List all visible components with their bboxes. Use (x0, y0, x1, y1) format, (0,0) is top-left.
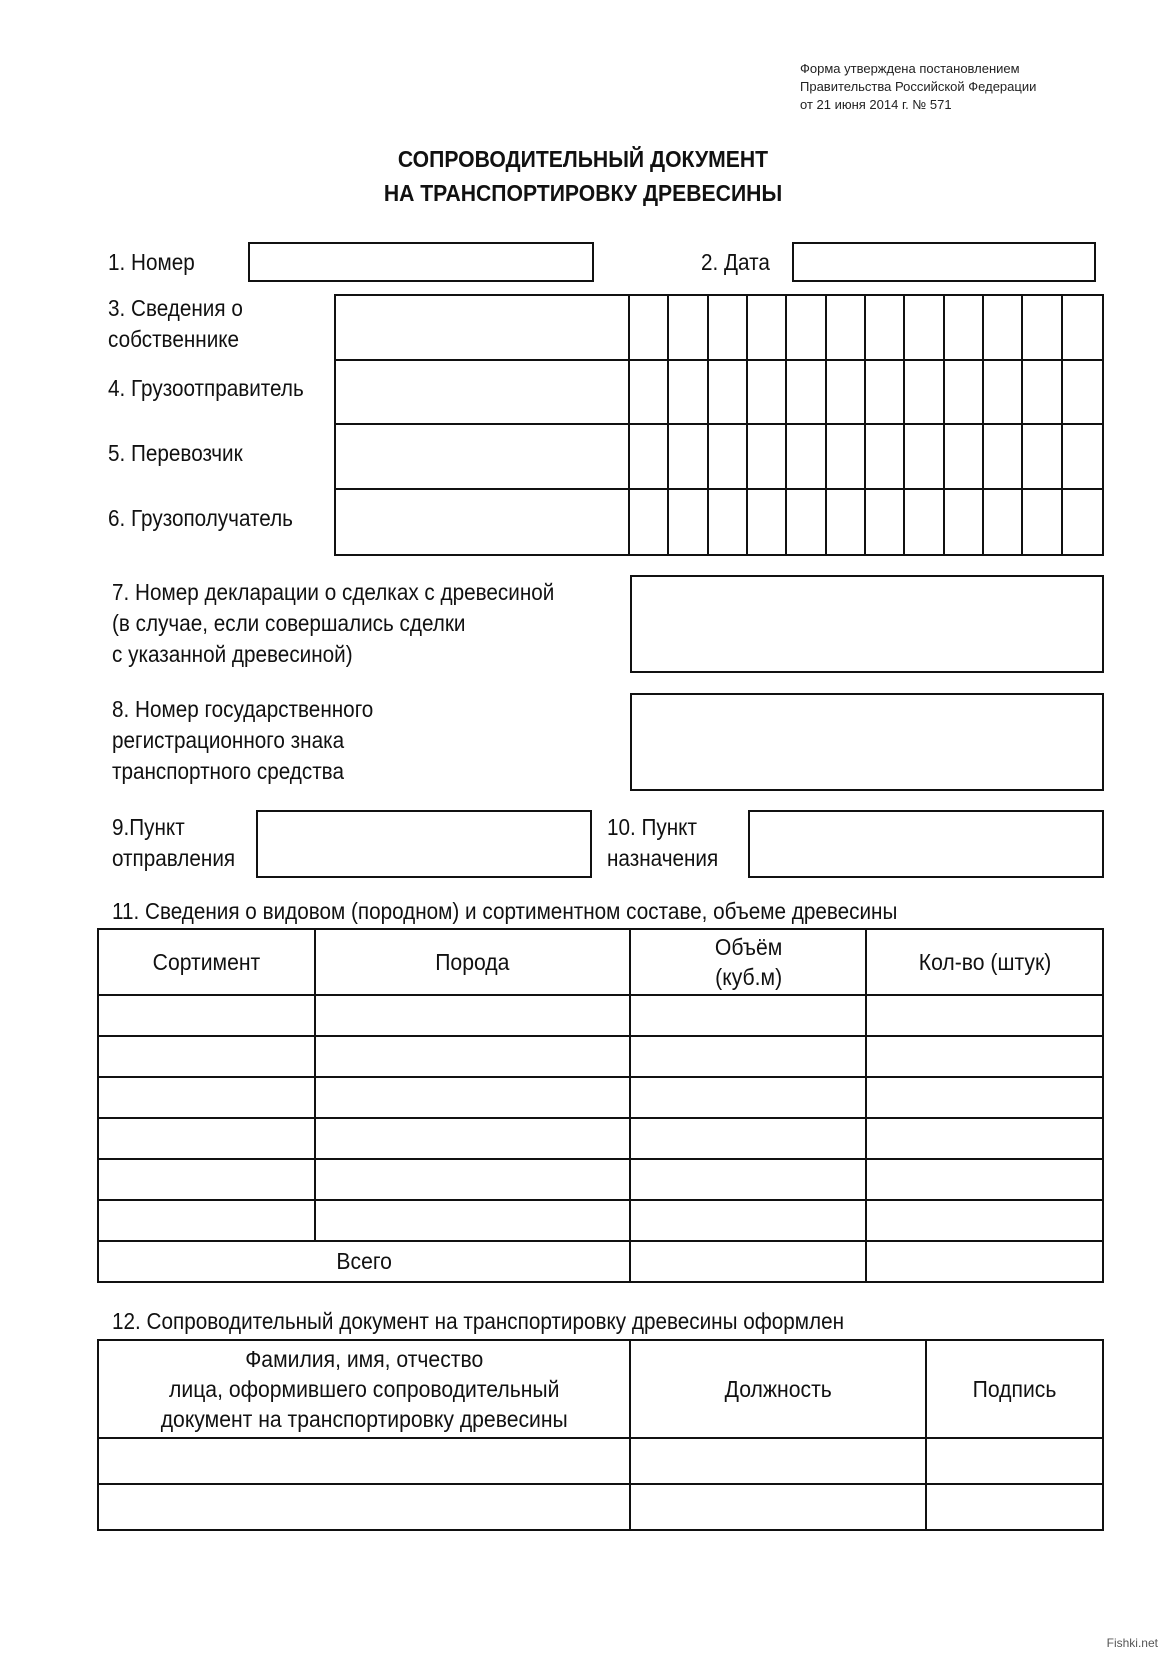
owner-label-line-2: собственнике (108, 326, 240, 352)
document-title (47, 142, 1120, 210)
consignee-inn-cell[interactable] (905, 490, 944, 555)
species-cell[interactable] (315, 1159, 630, 1200)
destination-label (607, 812, 718, 874)
date-field[interactable] (792, 242, 1096, 282)
consignee-inn-cell[interactable] (630, 490, 669, 555)
shipper-inn-cell[interactable] (787, 361, 826, 426)
shipper-inn-cell[interactable] (748, 361, 787, 426)
owner-inn-cell[interactable] (787, 296, 826, 361)
carrier-inn-cell[interactable] (945, 425, 984, 490)
departure-field[interactable] (256, 810, 592, 878)
owner-inn-cell[interactable] (1023, 296, 1062, 361)
count-cell[interactable] (866, 995, 1103, 1036)
total-volume-cell[interactable] (630, 1241, 867, 1282)
table-row (98, 995, 1103, 1036)
carrier-inn-cell[interactable] (748, 425, 787, 490)
position-cell[interactable] (630, 1484, 926, 1530)
approval-note (800, 60, 1036, 114)
consignee-name-field[interactable] (336, 490, 630, 555)
date-label: 2. Дата (701, 249, 770, 275)
issuer-name-cell[interactable] (98, 1438, 630, 1484)
shipper-inn-cell[interactable] (866, 361, 905, 426)
owner-inn-cell[interactable] (827, 296, 866, 361)
watermark: Fishki.net (1106, 1636, 1158, 1650)
shipper-inn-cell[interactable] (669, 361, 708, 426)
owner-inn-cell[interactable] (866, 296, 905, 361)
col-volume-line-1: Объём (714, 934, 782, 960)
table-row (98, 1036, 1103, 1077)
consignee-inn-cell[interactable] (709, 490, 748, 555)
col-issuer-name-line-1: Фамилия, имя, отчество (244, 1346, 483, 1372)
total-count-cell[interactable] (866, 1241, 1103, 1282)
consignee-inn-cell[interactable] (669, 490, 708, 555)
species-cell[interactable] (315, 1118, 630, 1159)
vehicle-plate-label-line-2: регистрационного знака (112, 727, 345, 753)
owner-inn-cell[interactable] (709, 296, 748, 361)
departure-label-line-1: 9.Пункт (112, 814, 185, 840)
col-species-text: Порода (435, 949, 510, 975)
signature-cell[interactable] (926, 1484, 1103, 1530)
consignee-inn-cell[interactable] (945, 490, 984, 555)
owner-inn-cell[interactable] (905, 296, 944, 361)
owner-inn-cell[interactable] (630, 296, 669, 361)
assortment-cell[interactable] (98, 1077, 315, 1118)
shipper-inn-cell[interactable] (984, 361, 1023, 426)
shipper-inn-cell[interactable] (630, 361, 669, 426)
departure-label (112, 812, 235, 874)
count-cell[interactable] (866, 1077, 1103, 1118)
carrier-inn-cell[interactable] (630, 425, 669, 490)
shipper-inn-cell[interactable] (1023, 361, 1062, 426)
owner-inn-cell[interactable] (748, 296, 787, 361)
declaration-label (112, 577, 554, 670)
assortment-cell[interactable] (98, 995, 315, 1036)
departure-label-line-2: отправления (112, 845, 236, 871)
table-header-row (98, 929, 1103, 995)
carrier-name-field[interactable] (336, 425, 630, 490)
carrier-inn-cell[interactable] (669, 425, 708, 490)
owner-inn-cell[interactable] (1063, 296, 1102, 361)
vehicle-plate-field[interactable] (630, 693, 1104, 791)
destination-label-line-2: назначения (607, 845, 719, 871)
shipper-inn-cell[interactable] (1063, 361, 1102, 426)
consignee-inn-cell[interactable] (1023, 490, 1062, 555)
col-species-header (315, 929, 630, 995)
shipper-inn-cell[interactable] (827, 361, 866, 426)
count-cell[interactable] (866, 1200, 1103, 1241)
assortment-cell[interactable] (98, 1036, 315, 1077)
volume-cell[interactable] (630, 1159, 867, 1200)
carrier-inn-cell[interactable] (1063, 425, 1102, 490)
declaration-label-line-2: (в случае, если совершались сделки (112, 610, 466, 636)
consignee-inn-cell[interactable] (984, 490, 1023, 555)
owner-label-line-1: 3. Сведения о (108, 295, 243, 321)
approval-line-2: Правительства Российской Федерации (800, 79, 1037, 94)
consignee-inn-cell[interactable] (866, 490, 905, 555)
shipper-name-field[interactable] (336, 361, 630, 426)
table-row (98, 1159, 1103, 1200)
title-line-2: НА ТРАНСПОРТИРОВКУ ДРЕВЕСИНЫ (383, 180, 783, 206)
col-volume-header (630, 929, 867, 995)
col-issuer-name-header (98, 1340, 630, 1438)
issuer-table (97, 1339, 1104, 1531)
col-issuer-name-line-2: лица, оформившего сопроводительный (168, 1376, 560, 1402)
carrier-label: 5. Перевозчик (108, 440, 243, 466)
species-cell[interactable] (315, 1077, 630, 1118)
species-cell[interactable] (315, 995, 630, 1036)
owner-inn-cell[interactable] (945, 296, 984, 361)
carrier-inn-cell[interactable] (787, 425, 826, 490)
owner-label (108, 293, 243, 355)
declaration-label-line-3: с указанной древесиной) (112, 641, 353, 667)
shipper-inn-cell[interactable] (709, 361, 748, 426)
col-issuer-name-text (160, 1344, 567, 1434)
owner-inn-cell[interactable] (669, 296, 708, 361)
carrier-inn-cell[interactable] (905, 425, 944, 490)
declaration-number-field[interactable] (630, 575, 1104, 673)
volume-cell[interactable] (630, 1118, 867, 1159)
assortment-cell[interactable] (98, 1118, 315, 1159)
shipper-label: 4. Грузоотправитель (108, 375, 304, 401)
col-signature-header (926, 1340, 1103, 1438)
assortment-cell[interactable] (98, 1159, 315, 1200)
title-line-1: СОПРОВОДИТЕЛЬНЫЙ ДОКУМЕНТ (397, 146, 769, 172)
carrier-inn-cell[interactable] (709, 425, 748, 490)
declaration-label-line-1: 7. Номер декларации о сделках с древесиной (112, 579, 555, 605)
count-cell[interactable] (866, 1118, 1103, 1159)
col-position-text: Должность (724, 1376, 832, 1402)
owner-name-field[interactable] (336, 296, 630, 361)
volume-cell[interactable] (630, 1200, 867, 1241)
carrier-inn-cell[interactable] (866, 425, 905, 490)
signature-cell[interactable] (926, 1438, 1103, 1484)
col-issuer-name-line-3: документ на транспортировку древесины (160, 1406, 568, 1432)
section-11-heading: 11. Сведения о видовом (породном) и сортиментном составе, объеме древесины (112, 898, 898, 924)
species-cell[interactable] (315, 1036, 630, 1077)
approval-line-1: Форма утверждена постановлением (800, 61, 1020, 76)
destination-field[interactable] (748, 810, 1104, 878)
table-row (98, 1118, 1103, 1159)
col-count-header (866, 929, 1103, 995)
destination-label-line-1: 10. Пункт (607, 814, 697, 840)
shipper-inn-cell[interactable] (945, 361, 984, 426)
number-field[interactable] (248, 242, 594, 282)
col-count-text: Кол-во (штук) (918, 949, 1051, 975)
vehicle-plate-label-line-3: транспортного средства (112, 758, 344, 784)
vehicle-plate-label (112, 694, 373, 787)
table-row (98, 1438, 1103, 1484)
section-12-heading: 12. Сопроводительный документ на транспортировку древесины оформлен (112, 1308, 845, 1334)
parties-code-grid (334, 294, 1104, 556)
col-assortment-text: Сортимент (152, 949, 261, 975)
total-label: Всего (336, 1248, 392, 1274)
carrier-inn-cell[interactable] (827, 425, 866, 490)
timber-composition-table (97, 928, 1104, 1283)
species-cell[interactable] (315, 1200, 630, 1241)
assortment-cell[interactable] (98, 1200, 315, 1241)
volume-cell[interactable] (630, 995, 867, 1036)
approval-line-3: от 21 июня 2014 г. № 571 (800, 97, 952, 112)
consignee-inn-cell[interactable] (1063, 490, 1102, 555)
volume-cell[interactable] (630, 1077, 867, 1118)
count-cell[interactable] (866, 1036, 1103, 1077)
carrier-inn-cell[interactable] (984, 425, 1023, 490)
consignee-inn-cell[interactable] (748, 490, 787, 555)
position-cell[interactable] (630, 1438, 926, 1484)
issuer-header-row (98, 1340, 1103, 1438)
shipper-inn-cell[interactable] (905, 361, 944, 426)
owner-inn-cell[interactable] (984, 296, 1023, 361)
col-volume-text (715, 932, 782, 992)
table-row (98, 1200, 1103, 1241)
carrier-inn-cell[interactable] (1023, 425, 1062, 490)
number-label: 1. Номер (108, 249, 195, 275)
vehicle-plate-label-line-1: 8. Номер государственного (112, 696, 374, 722)
col-position-header (630, 1340, 926, 1438)
table-row (98, 1077, 1103, 1118)
total-row (98, 1241, 1103, 1282)
consignee-label: 6. Грузополучатель (108, 505, 293, 531)
col-assortment-header (98, 929, 315, 995)
total-label-cell (98, 1241, 630, 1282)
consignee-inn-cell[interactable] (787, 490, 826, 555)
volume-cell[interactable] (630, 1036, 867, 1077)
issuer-name-cell[interactable] (98, 1484, 630, 1530)
col-volume-line-2: (куб.м) (714, 964, 782, 990)
count-cell[interactable] (866, 1159, 1103, 1200)
table-row (98, 1484, 1103, 1530)
col-signature-text: Подпись (972, 1376, 1057, 1402)
consignee-inn-cell[interactable] (827, 490, 866, 555)
